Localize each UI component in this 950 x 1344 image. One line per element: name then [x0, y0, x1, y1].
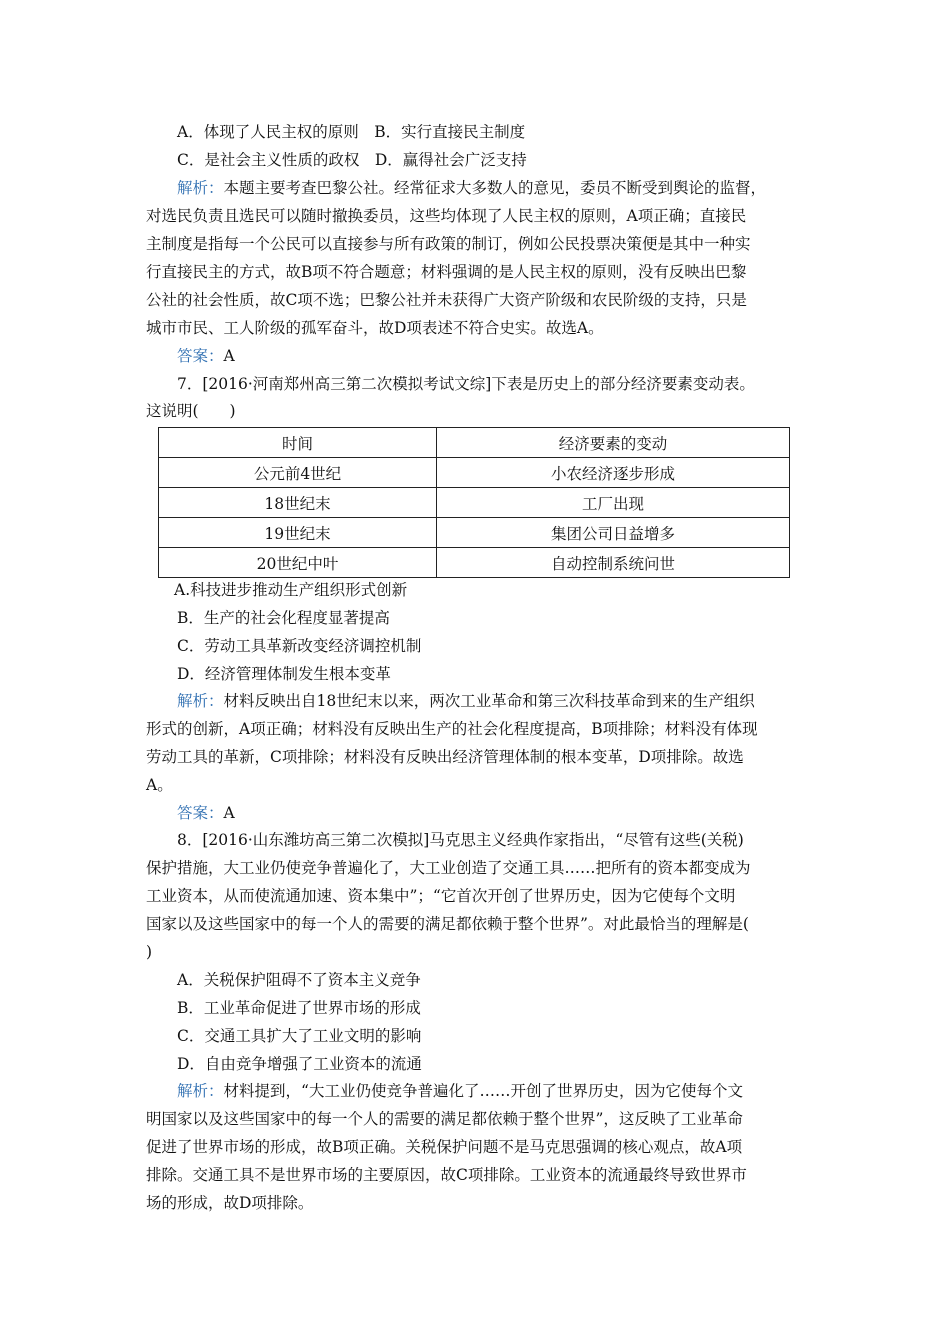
q7-analysis-line-4: A。	[146, 776, 173, 794]
q7-analysis-line-2: 形式的创新，A项正确；材料没有反映出生产的社会化程度提高，B项排除；材料没有体现	[146, 720, 758, 738]
table-row	[159, 518, 790, 548]
q6-answer	[177, 346, 853, 366]
q8-option-d: D．自由竞争增强了工业资本的流通	[177, 1055, 422, 1073]
q6-option-line-1: A．体现了人民主权的原则 B．实行直接民主制度	[177, 123, 526, 141]
table-row	[159, 488, 790, 518]
q8-analysis-line-5: 场的形成，故D项排除。	[146, 1194, 314, 1212]
q6-analysis-line-2: 对选民负责且选民可以随时撤换委员，这些均体现了人民主权的原则，A项正确；直接民	[146, 207, 747, 225]
table-header-change: 经济要素的变动	[437, 428, 790, 458]
table-cell: 18世纪末	[159, 488, 437, 518]
q8-stem-line-4: 国家以及这些国家中的每一个人的需要的满足都依赖于整个世界”。对此最恰当的理解是(	[146, 915, 749, 933]
q7-analysis-line-1: 解析：材料反映出自18世纪末以来，两次工业革命和第三次科技革命到来的生产组织	[177, 692, 755, 710]
q7-option-a: A.科技进步推动生产组织形式创新	[174, 581, 408, 599]
q7-economic-factors-table	[158, 427, 790, 578]
table-cell: 自动控制系统问世	[437, 548, 790, 578]
q6-analysis-line-5: 公社的社会性质，故C项不选；巴黎公社并未获得广大资产阶级和农民阶级的支持，只是	[146, 291, 747, 309]
q8-option-c: C．交通工具扩大了工业文明的影响	[177, 1027, 422, 1045]
q7-option-c: C．劳动工具革新改变经济调控机制	[177, 637, 422, 655]
q6-analysis-line-4: 行直接民主的方式，故B项不符合题意；材料强调的是人民主权的原则，没有反映出巴黎	[146, 263, 747, 281]
table-header-row	[159, 428, 790, 458]
q6-option-line-2: C．是社会主义性质的政权 D．赢得社会广泛支持	[177, 151, 527, 169]
table-row	[159, 548, 790, 578]
table-cell: 20世纪中叶	[159, 548, 437, 578]
q6-answer-label: 答案：	[177, 347, 224, 365]
q6-analysis-label: 解析：	[177, 179, 224, 197]
table-cell: 公元前4世纪	[159, 458, 437, 488]
table-header-time: 时间	[159, 428, 437, 458]
q7-stem-line-2: 这说明( )	[146, 402, 236, 420]
q8-analysis-label: 解析：	[177, 1082, 224, 1100]
q8-stem-line-5: )	[146, 943, 153, 961]
q8-analysis-line-4: 排除。交通工具不是世界市场的主要原因，故C项排除。工业资本的流通最终导致世界市	[146, 1166, 747, 1184]
q8-analysis-line-1: 解析：材料提到，“大工业仍使竞争普遍化了……开创了世界历史，因为它使每个文	[177, 1082, 743, 1100]
q7-analysis-line-3: 劳动工具的革新，C项排除；材料没有反映出经济管理体制的根本变革，D项排除。故选	[146, 748, 744, 766]
q7-analysis-label: 解析：	[177, 692, 224, 710]
q8-stem-line-3: 工业资本，从而使流通加速、资本集中”；“它首次开创了世界历史，因为它使每个文明	[146, 887, 736, 905]
q8-analysis-line-3: 促进了世界市场的形成，故B项正确。关税保护问题不是马克思强调的核心观点，故A项	[146, 1138, 743, 1156]
q8-stem-line-1: 8．[2016·山东潍坊高三第二次模拟]马克思主义经典作家指出，“尽管有这些(关税)	[177, 831, 744, 849]
q7-answer	[177, 803, 853, 823]
table-cell: 工厂出现	[437, 488, 790, 518]
q6-analysis-line-3: 主制度是指每一个公民可以直接参与所有政策的制订，例如公民投票决策便是其中一种实	[146, 235, 751, 253]
q7-answer-label: 答案：	[177, 804, 224, 822]
q8-option-b: B．工业革命促进了世界市场的形成	[177, 999, 421, 1017]
q6-analysis-line-1: 解析：本题主要考查巴黎公社。经常征求大多数人的意见，委员不断受到舆论的监督，	[177, 179, 767, 197]
q8-option-a: A．关税保护阻碍不了资本主义竞争	[177, 971, 421, 989]
q8-analysis-line-2: 明国家以及这些国家中的每一个人的需要的满足都依赖于整个世界”，这反映了工业革命	[146, 1110, 743, 1128]
q7-option-d: D．经济管理体制发生根本变革	[177, 665, 391, 683]
q7-answer-value: A	[223, 804, 235, 822]
q7-stem-line-1: 7．[2016·河南郑州高三第二次模拟考试文综]下表是历史上的部分经济要素变动表。	[177, 375, 755, 393]
table-row	[159, 458, 790, 488]
table-cell: 小农经济逐步形成	[437, 458, 790, 488]
q8-stem-line-2: 保护措施，大工业仍使竞争普遍化了，大工业创造了交通工具……把所有的资本都变成为	[146, 859, 751, 877]
q6-analysis-line-6: 城市市民、工人阶级的孤军奋斗，故D项表述不符合史实。故选A。	[146, 319, 604, 337]
q7-option-b: B．生产的社会化程度显著提高	[177, 609, 390, 627]
q6-answer-value: A	[223, 347, 235, 365]
table-cell: 集团公司日益增多	[437, 518, 790, 548]
table-cell: 19世纪末	[159, 518, 437, 548]
